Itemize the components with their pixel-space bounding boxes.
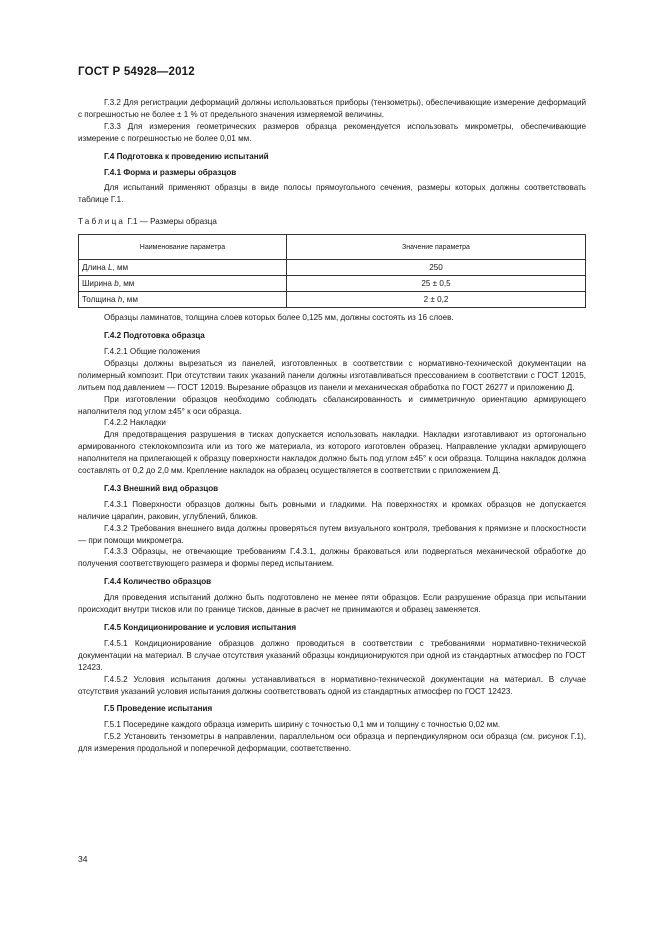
- table-header-parameter: Наименование параметра: [79, 235, 287, 260]
- table-cell-parameter: Длина L, мм: [79, 260, 287, 276]
- subsection-heading-g4-4: Г.4.4 Количество образцов: [104, 577, 212, 587]
- paragraph-g4-5-2: Г.4.5.2 Условия испытания должны устанавливаться в нормативно-технической документации на материал. В случае отсутствия указаний условия испытания должны соответствовать одной из стандартных атмосфер по ГОСТ 12423.: [78, 674, 586, 696]
- table-cell-value: 25 ± 0,5: [287, 276, 586, 292]
- subsection-heading-g4-5: Г.4.5 Кондиционирование и условия испытания: [104, 623, 297, 632]
- clause-title-g4-2-2: Г.4.2.2 Накладки: [104, 418, 166, 428]
- page-number: 34: [78, 854, 88, 864]
- section-heading-g5: Г.5 Проведение испытания: [104, 704, 213, 714]
- table-cell-parameter: Ширина b, мм: [79, 276, 287, 292]
- paragraph-g4-1: Для испытаний применяют образцы в виде полосы прямоугольного сечения, размеры которых должны соответствовать таблице Г.1.: [78, 183, 586, 205]
- paragraph-g4-2-2: Для предотвращения разрушения в тисках допускается использовать накладки. Накладки изготавливают из ортогонально армированного стеклокомпозита или из того же материала, из которого изготовлен образец. Направление укладки армирующего наполнителя на прилегающей к образцу поверхности накладок должно быть под углом ±45° к оси образца. Толщина накладок должна составлять от 0,2 до 2,0 мм. Крепление накладок на образец осуществляется в соответствии с приложением Д.: [78, 430, 586, 476]
- paragraph-g4-3-3: Г.4.3.3 Образцы, не отвечающие требованиям Г.4.3.1, должны браковаться или подвергаться механической обработке до получения соответствующего размера и формы перед испытанием.: [78, 547, 586, 569]
- table-caption-prefix: Таблица: [78, 217, 126, 227]
- paragraph-g4-5-1: Г.4.5.1 Кондиционирование образцов должно проводиться в соответствии с требованиями нормативно-технической документации на материал. В случае отсутствия указаний образцы кондиционируются при одной из стандартных атмосфер по ГОСТ 12423.: [78, 638, 586, 672]
- paragraph-g5-1: Г.5.1 Посередине каждого образца измерить ширину с точностью 0,1 мм и толщину с точностью 0,02 мм.: [104, 720, 501, 730]
- paragraph-g4-3-2: Г.4.3.2 Требования внешнего вида должны проверяться путем визуального контроля, требования к прямизне и плоскостности — при помощи микрометра.: [78, 523, 586, 545]
- subsection-heading-g4-2: Г.4.2 Подготовка образца: [104, 331, 205, 341]
- table-cell-value: 250: [287, 260, 586, 276]
- subsection-heading-g4-1: Г.4.1 Форма и размеры образцов: [104, 167, 237, 177]
- table-row: [79, 260, 586, 276]
- table-row: [79, 276, 586, 292]
- section-heading-g4: Г.4 Подготовка к проведению испытаний: [104, 151, 269, 161]
- table-header-value: Значение параметра: [287, 235, 586, 260]
- paragraph-after-table: Образцы ламинатов, толщина слоев которых более 0,125 мм, должны состоять из 16 слоев.: [104, 313, 454, 323]
- paragraph-g5-2: Г.5.2 Установить тензометры в направлении, параллельном оси образца и перпендикулярном оси образца (см. рисунок Г.1), для измерения продольной и поперечной деформации, соответственно.: [78, 732, 586, 754]
- table-cell-value: 2 ± 0,2: [287, 292, 586, 308]
- clause-title-g4-2-1: Г.4.2.1 Общие положения: [104, 346, 200, 356]
- table-header-row: [79, 235, 586, 260]
- subsection-heading-g4-3: Г.4.3 Внешний вид образцов: [104, 483, 219, 493]
- paragraph-g4-4: Для проведения испытаний должно быть подготовлено не менее пяти образцов. Если разрушение образца при испытании происходит внутри тисков или по границе тисков, данные в расчет не принимаются и образец заменяется.: [78, 593, 586, 615]
- paragraph-g3-3: Г.3.3 Для измерения геометрических размеров образца рекомендуется использовать микрометры, обеспечивающие измерение с погрешностью не более 0,01 мм.: [78, 121, 586, 143]
- paragraph-g4-2-1-b: При изготовлении образцов необходимо соблюдать сбалансированность и симметричную ориентацию армирующего наполнителя под углом ±45° к оси образца.: [78, 394, 586, 416]
- table-caption-title: Г.1 — Размеры образца: [125, 217, 217, 227]
- paragraph-g3-2: Г.3.2 Для регистрации деформаций должны использоваться приборы (тензометры), обеспечивающие измерение деформаций с погрешностью не более ± 1 % от предельного значения измеряемой величины.: [78, 98, 586, 119]
- paragraph-g4-2-1-a: Образцы должны вырезаться из панелей, изготовленных в соответствии с нормативно-технической документации на полимерный композит. При отсутствии таких указаний панели должны изготавливаться прессованием в соответствии с ГОСТ 12015, литьем под давлением — ГОСТ 12019. Вырезание образцов из панели и механическая обработка по ГОСТ 26277 и приложению Д.: [78, 358, 586, 392]
- page-content: [78, 97, 586, 755]
- document-code-header: ГОСТ Р 54928—2012: [78, 66, 195, 78]
- specimen-dimensions-table: [78, 234, 586, 308]
- table-caption: [78, 216, 586, 228]
- paragraph-g4-3-1: Г.4.3.1 Поверхности образцов должны быть ровными и гладкими. На поверхностях и кромках образцов не допускается наличие царапин, раковин, углублений, бликов.: [78, 499, 586, 521]
- table-row: [79, 292, 586, 308]
- table-cell-parameter: Толщина h, мм: [79, 292, 287, 308]
